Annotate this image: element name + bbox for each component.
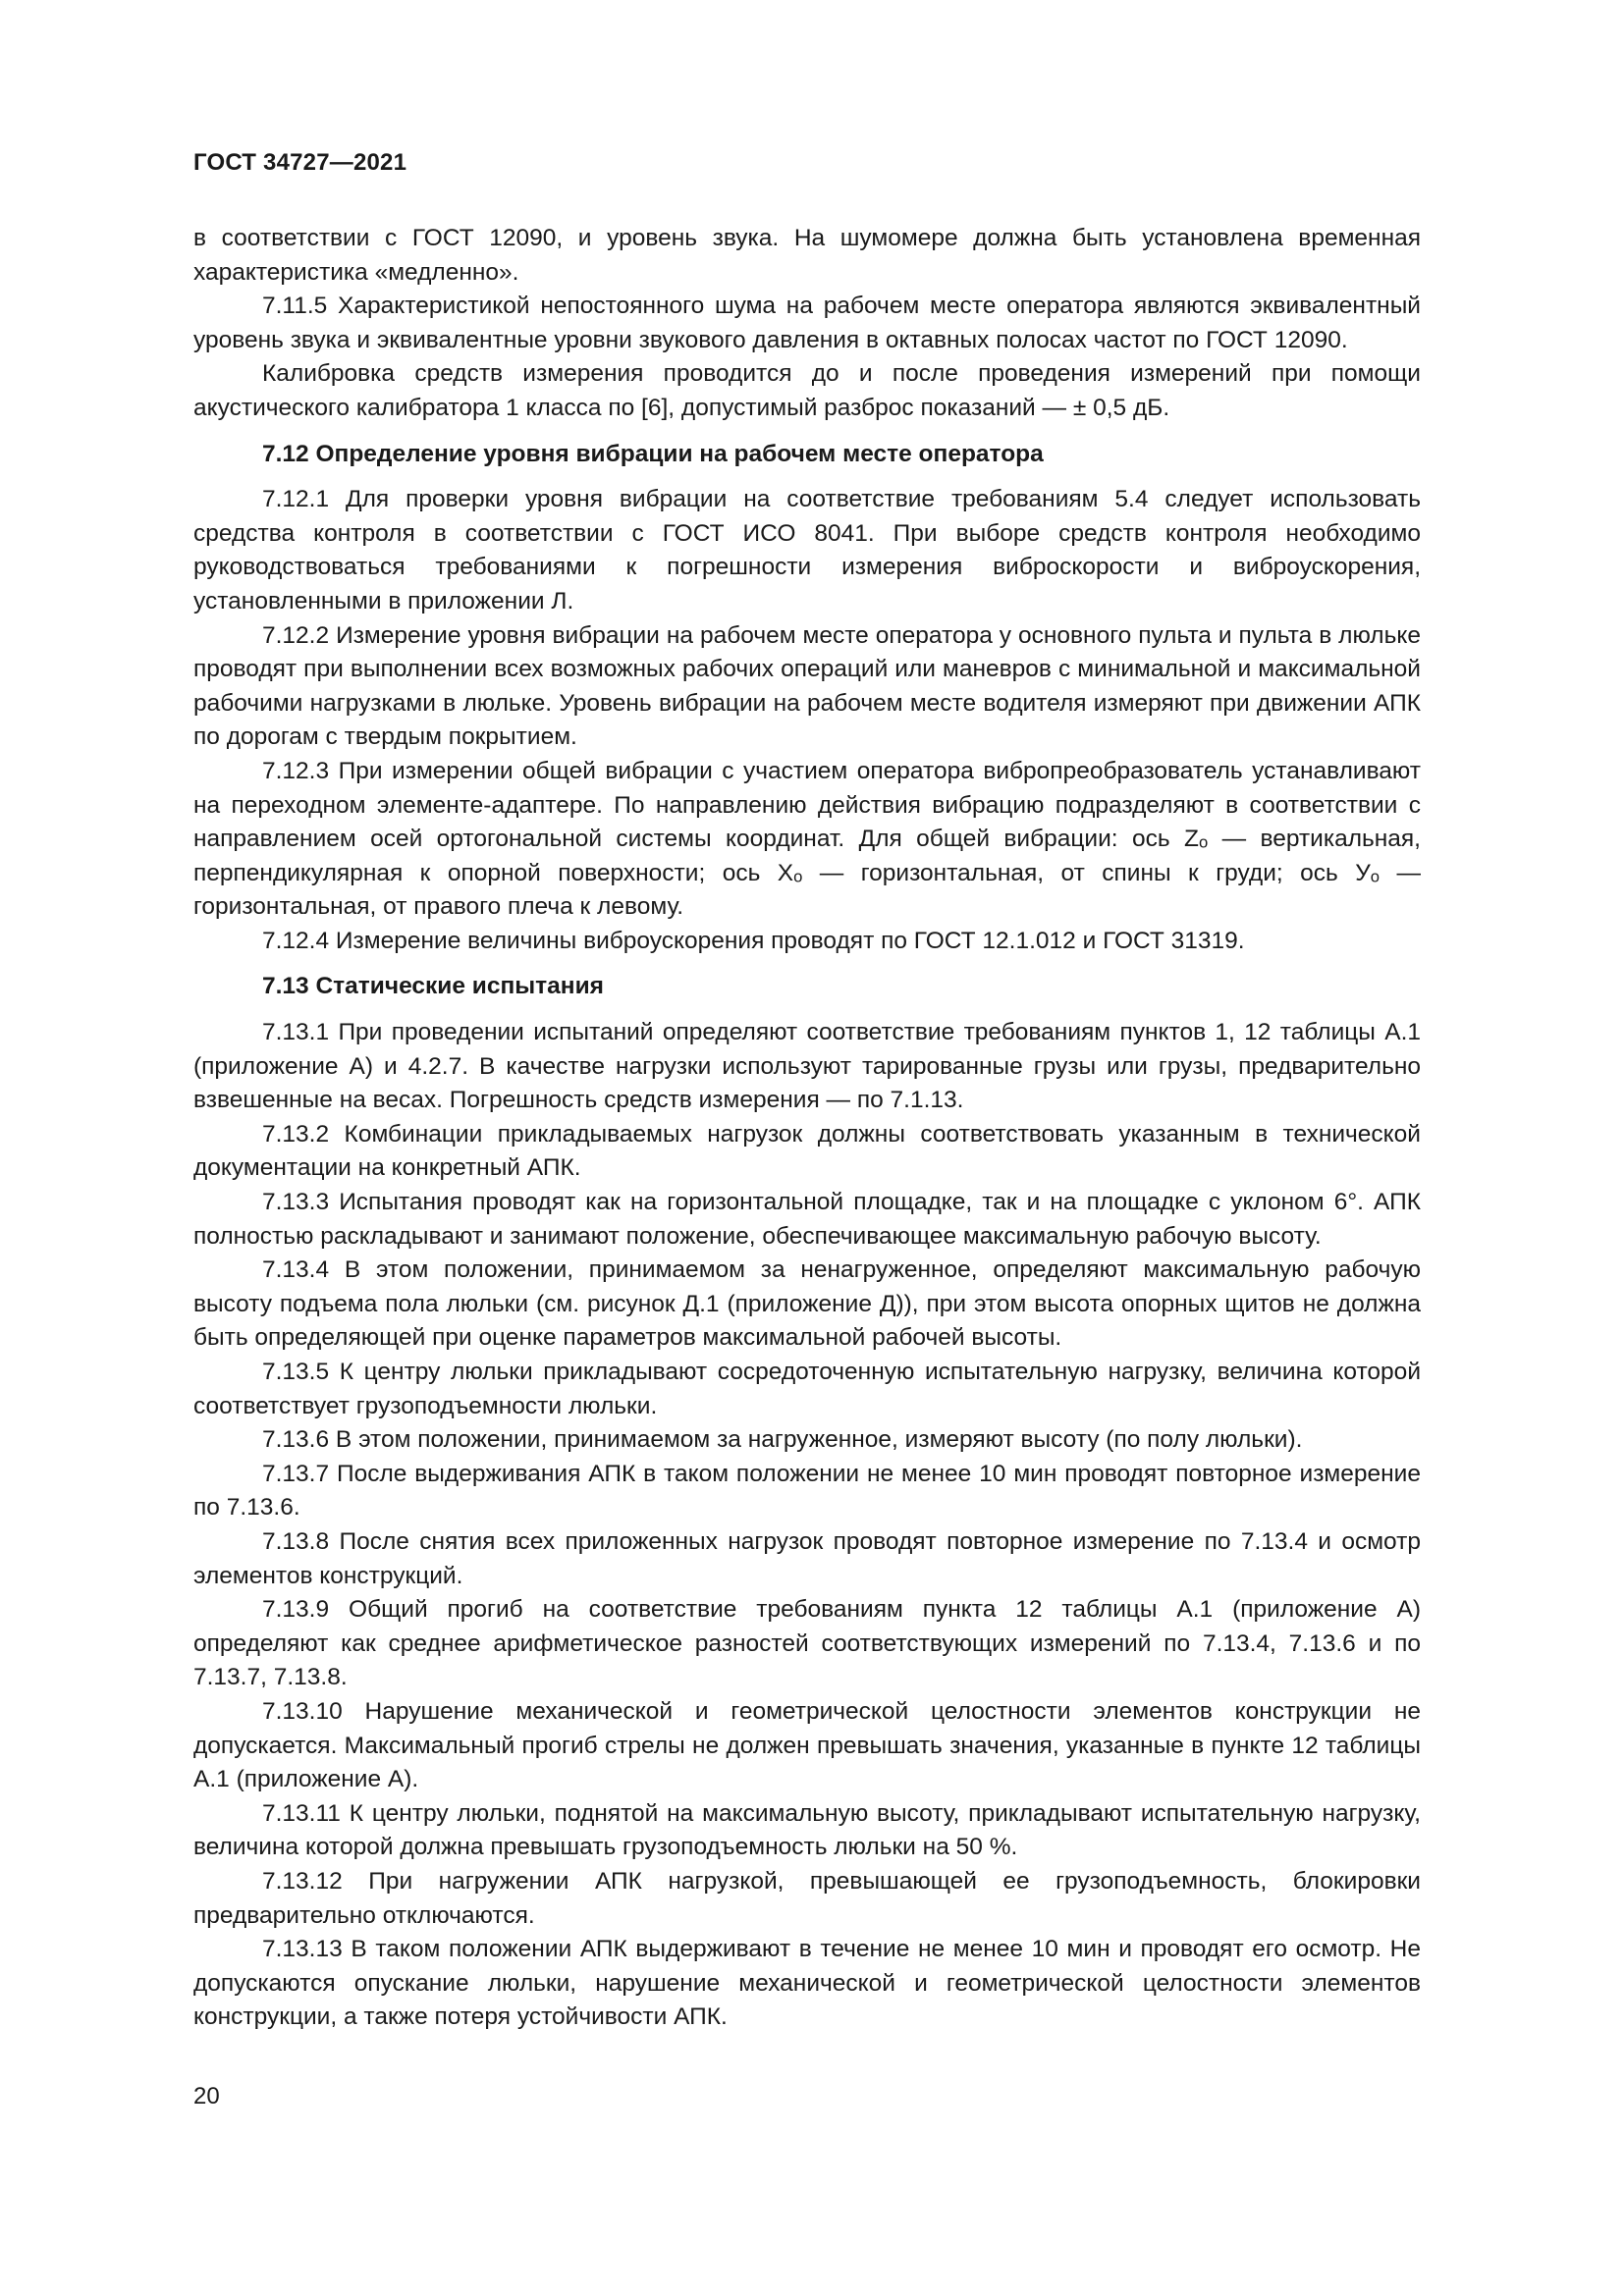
paragraph: 7.12.1 Для проверки уровня вибрации на соответствие требованиям 5.4 следует использовать средства контроля в соответствии с ГОСТ ИСО 8041. При выборе средств контроля необходимо руководствоваться требованиями к погрешности измерения виброскорости и виброускорения, установленными в приложении Л. [193,486,1421,614]
section-heading: 7.13 Статические испытания [262,973,604,1000]
paragraph: 7.12.3 При измерении общей вибрации с участием оператора вибропреобразователь устанавливают на переходном элементе-адаптере. По направлению действия вибрацию подразделяют в соответствии с направлением осей ортогональной системы координат. Для общей вибрации: ось Zₒ — вертикальная, перпендикулярная к опорной поверхности; ось Xₒ — горизонтальная, от спины к груди; ось Уₒ — горизонтальная, от правого плеча к левому. [193,757,1421,921]
paragraph: 7.13.5 К центру люльки прикладывают сосредоточенную испытательную нагрузку, величина которой соответствует грузоподъемности люльки. [193,1359,1421,1419]
paragraph: 7.12.4 Измерение величины виброускорения проводят по ГОСТ 12.1.012 и ГОСТ 31319. [262,927,1245,954]
section-heading: 7.12 Определение уровня вибрации на рабочем месте оператора [262,440,1044,467]
document-header: ГОСТ 34727—2021 [193,149,407,176]
paragraph: 7.13.7 После выдерживания АПК в таком положении не менее 10 мин проводят повторное измерение по 7.13.6. [193,1460,1421,1522]
paragraph: 7.13.4 В этом положении, принимаемом за ненагруженное, определяют максимальную рабочую высоту подъема пола люльки (см. рисунок Д.1 (приложение Д)), при этом высота опорных щитов не должна быть определяющей при оценке параметров максимальной рабочей высоты. [193,1256,1421,1352]
paragraph: 7.13.10 Нарушение механической и геометрической целостности элементов конструкции не допускается. Максимальный прогиб стрелы не должен превышать значения, указанные в пункте 12 таблицы А.1 (приложение А). [193,1697,1421,1793]
paragraph: 7.13.6 В этом положении, принимаемом за нагруженное, измеряют высоту (по полу люльки). [262,1426,1303,1454]
paragraph: 7.13.3 Испытания проводят как на горизонтальной площадке, так и на площадке с уклоном 6°. АПК полностью раскладывают и занимают положение, обеспечивающее максимальную рабочую высоту. [193,1189,1421,1250]
paragraph: в соответствии с ГОСТ 12090, и уровень звука. На шумомере должна быть установлена временная характеристика «медленно». [193,225,1421,286]
paragraph: 7.12.2 Измерение уровня вибрации на рабочем месте оператора у основного пульта и пульта в люльке проводят при выполнении всех возможных рабочих операций или маневров с минимальной и максимальной рабочими нагрузками в люльке. Уровень вибрации на рабочем месте водителя измеряют при движении АПК по дорогам с твердым покрытием. [193,621,1421,751]
paragraph: 7.13.12 При нагружении АПК нагрузкой, превышающей ее грузоподъемность, блокировки предварительно отключаются. [193,1867,1421,1929]
paragraph: 7.13.13 В таком положении АПК выдерживают в течение не менее 10 мин и проводят его осмотр. Не допускаются опускание люльки, нарушение механической и геометрической целостности элементов конструкции, а также потеря устойчивости АПК. [193,1936,1421,2031]
paragraph: 7.13.1 При проведении испытаний определяют соответствие требованиям пунктов 1, 12 таблицы А.1 (приложение А) и 4.2.7. В качестве нагрузки используют тарированные грузы или грузы, предварительно взвешенные на весах. Погрешность средств измерения — по 7.1.13. [193,1019,1421,1114]
paragraph: 7.13.2 Комбинации прикладываемых нагрузок должны соответствовать указанным в технической документации на конкретный АПК. [193,1120,1421,1182]
paragraph: Калибровка средств измерения проводится до и после проведения измерений при помощи акустического калибратора 1 класса по [6], допустимый разброс показаний — ± 0,5 дБ. [193,360,1421,421]
page-number: 20 [193,2083,220,2109]
paragraph: 7.11.5 Характеристикой непостоянного шума на рабочем месте оператора являются эквивалентный уровень звука и эквивалентные уровни звукового давления в октавных полосах частот по ГОСТ 12090. [193,293,1421,353]
paragraph: 7.13.9 Общий прогиб на соответствие требованиям пункта 12 таблицы А.1 (приложение А) определяют как среднее арифметическое разностей соответствующих измерений по 7.13.4, 7.13.6 и по 7.13.7, 7.13.8. [193,1596,1421,1691]
document-body [193,222,1421,2035]
paragraph: 7.13.8 После снятия всех приложенных нагрузок проводят повторное измерение по 7.13.4 и осмотр элементов конструкций. [193,1527,1421,1589]
paragraph: 7.13.11 К центру люльки, поднятой на максимальную высоту, прикладывают испытательную нагрузку, величина которой должна превышать грузоподъемность люльки на 50 %. [193,1799,1421,1861]
